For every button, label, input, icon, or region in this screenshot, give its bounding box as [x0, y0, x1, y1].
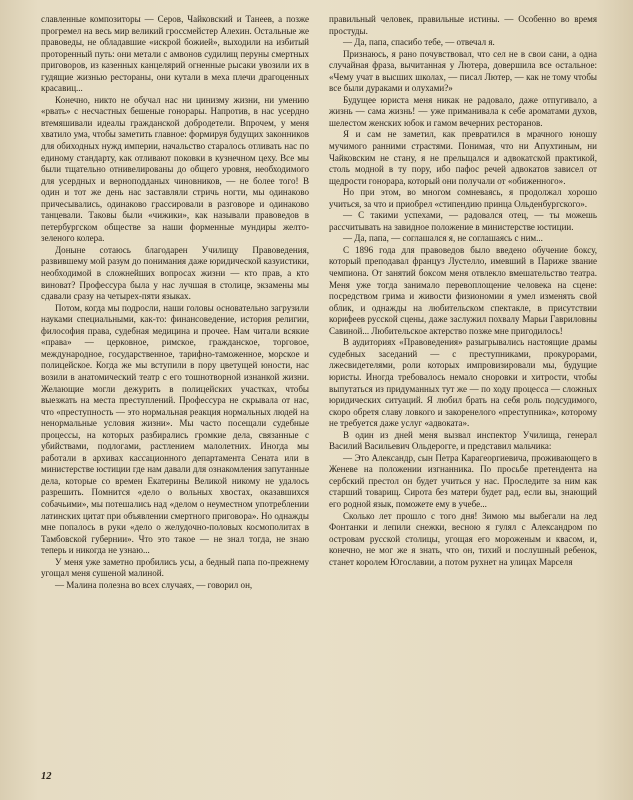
paragraph: Но при этом, во многом сомневаясь, я продолжал хорошо учиться, за что и приобрел «стипендию принца Ольденбургского». — [329, 187, 597, 209]
paragraph: славленные композиторы — Серов, Чайковский и Танеев, а позже прогремел на весь мир великий гроссмейстер Алехин. Остальные же правоведы, не обладавшие «искрой божией», выходили на избитый проторенный путь: они метали с амвонов судилищ перуны смертных приговоров, из казенных канцелярий огненные рысаки увозили их в гудящие жизнью рестораны, они кутали в меха плечи драгоценных красавиц... — [41, 14, 309, 94]
paragraph: С 1896 года для правоведов было введено обучение боксу, который преподавал француз Лустелло, имевший в Париже звание чемпиона. От занятий боксом меня отвлекло вмешательство театра. Меня уже тогда занимало перевоплощение человека на сцене: посредством грима и живости физиономии я умел изменять свой облик, и однажды на любительском спектакле, в присутствии корифеев русской сцены, даже заслужил похвалу Марьи Гавриловны Савиной... Любительское актерство позже мне пригодилось! — [329, 244, 597, 336]
paragraph: — Да, папа, спасибо тебе, — отвечал я. — [343, 37, 495, 48]
page-number: 12 — [41, 771, 52, 782]
paragraph: Сколько лет прошло с того дня! Зимою мы выбегали на лед Фонтанки и лепили снежки, весною я гулял с Александром по островам русской столицы, угощая его мороженым и квасом, и, конечно, не мог же я знать, что он, тихий и послушный ребенок, станет королем Югославии, а потом рухнет на улицах Марселя — [329, 510, 597, 567]
paragraph: В аудиториях «Правоведения» разыгрывались настоящие драмы судебных заседаний — с преступниками, прокурорами, лжесвидетелями, роли которых импровизировали мы, будущие юристы. Иногда требовалось немало сноровки и хитрости, чтобы выпутаться из придуманных тут же — по ходу процесса — сложных юридических ситуаций. Я любил брать на себя роль подсудимого, скоро обретя славу ловкого и закоренелого «преступника», которому не требуется даже услуг «адвоката». — [329, 337, 597, 429]
paragraph: — Да, папа, — соглашался я, не соглашаясь с ним... — [343, 233, 543, 244]
paragraph: Будущее юриста меня никак не радовало, даже отпугивало, а жизнь — сама жизнь! — уже приманивала к себе ароматами духов, шелестом женских юбок и гамом вечерних ресторанов. — [329, 94, 597, 128]
paragraph: Признаюсь, я рано почувствовал, что сел не в свои сани, а одна случайная фраза, вычитанная у Лютера, довершила все остальное: «Чему учат в высших школах, — писал Лютер, — как не тому чтобы все были дураками и олухами?» — [329, 48, 597, 94]
paragraph: Доныне сотаюсь благодарен Училищу Правоведения, развившему мой разум до понимания даже юридической казуистики, необходимой в сложнейших вопросах жизни — кто прав, а кто виноват? Профессура была у нас лучшая в столице, экзамены мы сдавали сразу на четырех-пяти языках. — [41, 244, 309, 302]
paragraph: — Малина полезна во всех случаях, — говорил он, — [55, 579, 253, 590]
paragraph: У меня уже заметно пробились усы, а бедный папа по-прежнему угощал меня сушеной малиной. — [41, 556, 309, 579]
paragraph: Конечно, никто не обучал нас ни цинизму жизни, ни умению «рвать» с несчастных бешеные гонорары. Напротив, в нас усердно втемяшивали идеалы гражданской добродетели. Впрочем, у меня хватило ума, чтобы заметить главное: формируя будущих законников для обиходных нужд империи, начальство старалось отливать нас по единому стандарту, как отливают поковки в кузнечном цеху. Все мы были тщательно отнивелированы до общего уровня, необходимого для усердных и верноподданых чиновников, — не более того! В один и тот же день нас заставляли стричь ногти, мы одинаково причесывались, одинаково грассировали в разговоре и одинаково танцевали. Таковы были «чижики», как называли правоведов в петербургском обществе за наши форменные мундиры желто-зеленого колера. — [41, 94, 309, 244]
paragraph: В один из дней меня вызвал инспектор Училища, генерал Василий Васильевич Ольдерогге, и представил мальчика: — [329, 429, 597, 452]
text-column-left — [41, 14, 309, 591]
paragraph: правильный человек, правильные истины. — Особенно во время простуды. — [329, 14, 597, 36]
paragraph: Потом, когда мы подросли, наши головы основательно загрузили науками специальными, как-то: финансоведение, история религии, философия права, судебная медицина и прочее. Нам читали всякие «права» — церковное, римское, гражданское, торговое, международное, государственное, тарифно-таможенное, морское и полицейское. Когда же мы вступили в пору цветущей юности, нас возили в анатомический театр с его тошнотворной изнанкой жизни. Желающие могли дежурить в полицейских участках, чтобы выезжать на места преступлений. Профессура не скрывала от нас, что «преступность — это нормальная реакция нормальных людей на ненормальные условия жизни». Мы часто посещали судебные процессы, на которых разбирались громкие дела, связанные с убийствами, подлогами, растлением малолетних. Иногда мы работали в архивах кассационного департамента Сената или в министерстве юстиции где нам давали для ознакомления запутанные дела, которые со времен Екатерины Великой никому не удалось разрешить. Помнится «дело о вольных хвостах, оказавшихся собачьими», мы потешались над «делом о неуместном употреблении латинских цитат при объявлении смертного приговора». Но однажды мне попалось в руки «дело о желудочно-половых космополитах в Тамбовской губернии». Что это такое — не знал тогда, не знаю теперь и никогда не узнаю... — [41, 302, 309, 556]
paragraph: Я и сам не заметил, как превратился в мрачного юношу мучимого ранними страстями. Понимая, что ни Апухтиным, ни Чайковским не стану, я не прельщался и адвокатской практикой, столь модной в ту пору, ибо пафос речей адвокатов зависел от щедрости гонорара, который они получали от «обиженного». — [329, 129, 597, 186]
paragraph: — Это Александр, сын Петра Карагеоргиевича, проживающего в Женеве на положении изгнанника. По просьбе претендента на сербский престол он будет учиться у нас. Проследите за ним как старший товарищ. Сирота без матери будет рад, если вы, знающий его родной язык, поможете ему в учебе... — [329, 452, 597, 509]
text-column-right — [329, 14, 597, 568]
paragraph: — С такими успехами, — радовался отец, — ты можешь рассчитывать на завидное положение в министерстве юстиции. — [329, 210, 597, 232]
